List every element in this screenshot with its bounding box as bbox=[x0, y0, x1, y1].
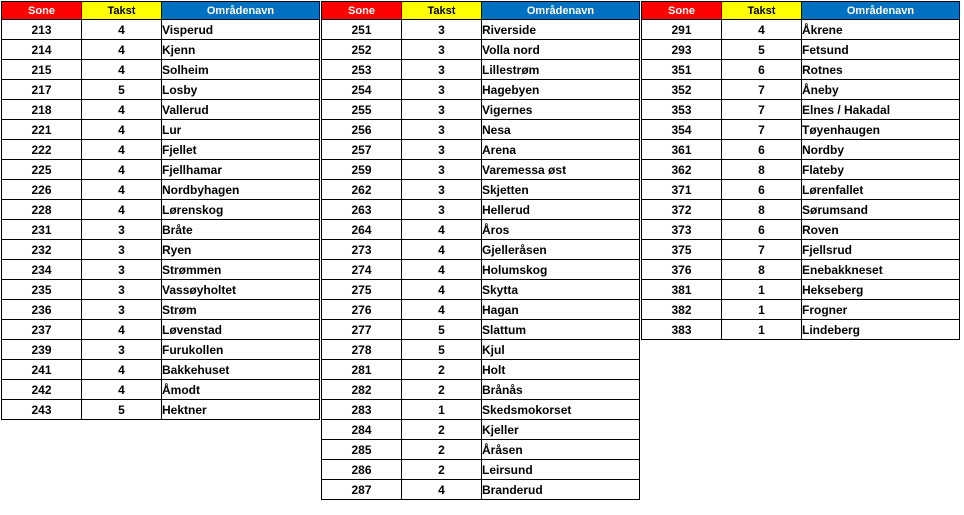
omradenavn-cell: Leirsund bbox=[482, 460, 640, 480]
table-row bbox=[322, 40, 640, 60]
table-row bbox=[2, 280, 320, 300]
sone-cell: 382 bbox=[642, 300, 722, 320]
table-row bbox=[2, 340, 320, 360]
omradenavn-cell: Losby bbox=[162, 80, 320, 100]
omradenavn-cell: Fetsund bbox=[802, 40, 960, 60]
takst-cell: 4 bbox=[402, 300, 482, 320]
omradenavn-cell: Riverside bbox=[482, 20, 640, 40]
omradenavn-cell: Rotnes bbox=[802, 60, 960, 80]
sone-cell: 259 bbox=[322, 160, 402, 180]
takst-cell: 4 bbox=[82, 40, 162, 60]
omradenavn-cell: Solheim bbox=[162, 60, 320, 80]
takst-cell: 4 bbox=[82, 180, 162, 200]
table-row bbox=[322, 300, 640, 320]
table-row bbox=[2, 380, 320, 400]
header-row bbox=[2, 2, 320, 20]
table-row bbox=[322, 340, 640, 360]
sone-cell: 353 bbox=[642, 100, 722, 120]
omradenavn-cell: Flateby bbox=[802, 160, 960, 180]
omradenavn-cell: Holumskog bbox=[482, 260, 640, 280]
takst-cell: 4 bbox=[82, 200, 162, 220]
table-row bbox=[322, 80, 640, 100]
omradenavn-cell: Lørenfallet bbox=[802, 180, 960, 200]
omradenavn-cell: Lur bbox=[162, 120, 320, 140]
sone-cell: 235 bbox=[2, 280, 82, 300]
zone-table-3 bbox=[641, 1, 960, 340]
omradenavn-cell: Strøm bbox=[162, 300, 320, 320]
takst-cell: 4 bbox=[82, 380, 162, 400]
sone-cell: 263 bbox=[322, 200, 402, 220]
omradenavn-cell: Bråte bbox=[162, 220, 320, 240]
takst-cell: 3 bbox=[82, 240, 162, 260]
sone-cell: 256 bbox=[322, 120, 402, 140]
sone-cell: 354 bbox=[642, 120, 722, 140]
header-row bbox=[642, 2, 960, 20]
omradenavn-cell: Slattum bbox=[482, 320, 640, 340]
table-row bbox=[642, 60, 960, 80]
omradenavn-cell: Nordbyhagen bbox=[162, 180, 320, 200]
table-row bbox=[2, 140, 320, 160]
omradenavn-cell: Nesa bbox=[482, 120, 640, 140]
takst-cell: 1 bbox=[402, 400, 482, 420]
table-row bbox=[322, 200, 640, 220]
header-takst: Takst bbox=[722, 2, 802, 20]
table-row bbox=[642, 40, 960, 60]
omradenavn-cell: Åros bbox=[482, 220, 640, 240]
table-row bbox=[322, 220, 640, 240]
takst-cell: 3 bbox=[82, 340, 162, 360]
table-row bbox=[2, 120, 320, 140]
sone-cell: 239 bbox=[2, 340, 82, 360]
sone-cell: 257 bbox=[322, 140, 402, 160]
sone-cell: 221 bbox=[2, 120, 82, 140]
takst-cell: 6 bbox=[722, 60, 802, 80]
takst-cell: 4 bbox=[402, 480, 482, 500]
takst-cell: 4 bbox=[82, 160, 162, 180]
omradenavn-cell: Volla nord bbox=[482, 40, 640, 60]
takst-cell: 4 bbox=[82, 140, 162, 160]
sone-cell: 218 bbox=[2, 100, 82, 120]
takst-cell: 7 bbox=[722, 100, 802, 120]
takst-cell: 4 bbox=[82, 320, 162, 340]
omradenavn-cell: Tøyenhaugen bbox=[802, 120, 960, 140]
table-row bbox=[322, 140, 640, 160]
sone-cell: 255 bbox=[322, 100, 402, 120]
zone-table-2 bbox=[321, 1, 640, 500]
takst-cell: 3 bbox=[82, 300, 162, 320]
sone-cell: 274 bbox=[322, 260, 402, 280]
sone-cell: 291 bbox=[642, 20, 722, 40]
sone-cell: 226 bbox=[2, 180, 82, 200]
omradenavn-cell: Furukollen bbox=[162, 340, 320, 360]
takst-cell: 3 bbox=[402, 160, 482, 180]
takst-cell: 4 bbox=[402, 220, 482, 240]
omradenavn-cell: Hellerud bbox=[482, 200, 640, 220]
takst-cell: 3 bbox=[402, 60, 482, 80]
header-sone: Sone bbox=[322, 2, 402, 20]
table-row bbox=[322, 60, 640, 80]
takst-cell: 4 bbox=[82, 100, 162, 120]
table-row bbox=[642, 140, 960, 160]
table-row bbox=[322, 240, 640, 260]
table-row bbox=[322, 380, 640, 400]
sone-cell: 243 bbox=[2, 400, 82, 420]
table-row bbox=[2, 60, 320, 80]
omradenavn-cell: Hektner bbox=[162, 400, 320, 420]
sone-cell: 262 bbox=[322, 180, 402, 200]
takst-cell: 2 bbox=[402, 420, 482, 440]
omradenavn-cell: Vigernes bbox=[482, 100, 640, 120]
takst-cell: 2 bbox=[402, 460, 482, 480]
takst-cell: 5 bbox=[402, 340, 482, 360]
omradenavn-cell: Skytta bbox=[482, 280, 640, 300]
takst-cell: 7 bbox=[722, 120, 802, 140]
sone-cell: 222 bbox=[2, 140, 82, 160]
table-row bbox=[2, 220, 320, 240]
takst-cell: 3 bbox=[402, 40, 482, 60]
omradenavn-cell: Skedsmokorset bbox=[482, 400, 640, 420]
takst-cell: 4 bbox=[402, 260, 482, 280]
sone-cell: 252 bbox=[322, 40, 402, 60]
table-row bbox=[322, 280, 640, 300]
omradenavn-cell: Løvenstad bbox=[162, 320, 320, 340]
omradenavn-cell: Lillestrøm bbox=[482, 60, 640, 80]
omradenavn-cell: Åneby bbox=[802, 80, 960, 100]
omradenavn-cell: Holt bbox=[482, 360, 640, 380]
sone-cell: 231 bbox=[2, 220, 82, 240]
sone-cell: 283 bbox=[322, 400, 402, 420]
header-omradenavn: Områdenavn bbox=[802, 2, 960, 20]
sone-cell: 253 bbox=[322, 60, 402, 80]
table-row bbox=[642, 80, 960, 100]
table-row bbox=[2, 180, 320, 200]
takst-cell: 3 bbox=[402, 80, 482, 100]
sone-cell: 234 bbox=[2, 260, 82, 280]
sone-cell: 351 bbox=[642, 60, 722, 80]
sone-cell: 215 bbox=[2, 60, 82, 80]
sone-cell: 285 bbox=[322, 440, 402, 460]
table-row bbox=[2, 40, 320, 60]
table-row bbox=[642, 280, 960, 300]
takst-cell: 4 bbox=[82, 60, 162, 80]
header-omradenavn: Områdenavn bbox=[482, 2, 640, 20]
table-row bbox=[2, 100, 320, 120]
omradenavn-cell: Lindeberg bbox=[802, 320, 960, 340]
table-row bbox=[322, 260, 640, 280]
takst-cell: 3 bbox=[402, 140, 482, 160]
omradenavn-cell: Kjenn bbox=[162, 40, 320, 60]
sone-cell: 372 bbox=[642, 200, 722, 220]
omradenavn-cell: Åkrene bbox=[802, 20, 960, 40]
header-takst: Takst bbox=[402, 2, 482, 20]
table-row bbox=[322, 180, 640, 200]
omradenavn-cell: Varemessa øst bbox=[482, 160, 640, 180]
takst-cell: 5 bbox=[82, 80, 162, 100]
table-row bbox=[2, 320, 320, 340]
table-row bbox=[322, 480, 640, 500]
takst-cell: 4 bbox=[82, 20, 162, 40]
sone-cell: 213 bbox=[2, 20, 82, 40]
sone-cell: 281 bbox=[322, 360, 402, 380]
table-row bbox=[322, 20, 640, 40]
omradenavn-cell: Kjeller bbox=[482, 420, 640, 440]
omradenavn-cell: Fjellet bbox=[162, 140, 320, 160]
sone-cell: 214 bbox=[2, 40, 82, 60]
sone-cell: 236 bbox=[2, 300, 82, 320]
header-omradenavn: Områdenavn bbox=[162, 2, 320, 20]
takst-cell: 3 bbox=[82, 260, 162, 280]
omradenavn-cell: Fjellhamar bbox=[162, 160, 320, 180]
omradenavn-cell: Kjul bbox=[482, 340, 640, 360]
sone-cell: 373 bbox=[642, 220, 722, 240]
table-row bbox=[322, 160, 640, 180]
takst-cell: 8 bbox=[722, 260, 802, 280]
takst-cell: 3 bbox=[402, 20, 482, 40]
table-row bbox=[2, 300, 320, 320]
table-row bbox=[2, 20, 320, 40]
sone-cell: 228 bbox=[2, 200, 82, 220]
omradenavn-cell: Skjetten bbox=[482, 180, 640, 200]
omradenavn-cell: Frogner bbox=[802, 300, 960, 320]
sone-cell: 254 bbox=[322, 80, 402, 100]
sone-cell: 217 bbox=[2, 80, 82, 100]
sone-cell: 286 bbox=[322, 460, 402, 480]
takst-cell: 5 bbox=[402, 320, 482, 340]
omradenavn-cell: Sørumsand bbox=[802, 200, 960, 220]
table-row bbox=[2, 200, 320, 220]
takst-cell: 4 bbox=[82, 120, 162, 140]
sone-cell: 273 bbox=[322, 240, 402, 260]
takst-cell: 1 bbox=[722, 300, 802, 320]
table-row bbox=[642, 220, 960, 240]
sone-cell: 362 bbox=[642, 160, 722, 180]
table-row bbox=[322, 120, 640, 140]
omradenavn-cell: Enebakkneset bbox=[802, 260, 960, 280]
takst-cell: 4 bbox=[402, 240, 482, 260]
omradenavn-cell: Gjelleråsen bbox=[482, 240, 640, 260]
takst-cell: 8 bbox=[722, 200, 802, 220]
sone-cell: 293 bbox=[642, 40, 722, 60]
takst-cell: 5 bbox=[82, 400, 162, 420]
omradenavn-cell: Ryen bbox=[162, 240, 320, 260]
takst-cell: 6 bbox=[722, 140, 802, 160]
takst-cell: 7 bbox=[722, 80, 802, 100]
sone-cell: 376 bbox=[642, 260, 722, 280]
table-row bbox=[2, 160, 320, 180]
sone-cell: 383 bbox=[642, 320, 722, 340]
takst-cell: 3 bbox=[402, 200, 482, 220]
omradenavn-cell: Åmodt bbox=[162, 380, 320, 400]
sone-cell: 277 bbox=[322, 320, 402, 340]
table-row bbox=[2, 260, 320, 280]
table-row bbox=[642, 20, 960, 40]
sone-cell: 275 bbox=[322, 280, 402, 300]
omradenavn-cell: Åråsen bbox=[482, 440, 640, 460]
sone-cell: 232 bbox=[2, 240, 82, 260]
omradenavn-cell: Vallerud bbox=[162, 100, 320, 120]
table-row bbox=[2, 80, 320, 100]
sone-cell: 375 bbox=[642, 240, 722, 260]
sone-cell: 352 bbox=[642, 80, 722, 100]
takst-cell: 6 bbox=[722, 180, 802, 200]
takst-cell: 2 bbox=[402, 440, 482, 460]
omradenavn-cell: Hekseberg bbox=[802, 280, 960, 300]
table-row bbox=[642, 200, 960, 220]
zone-table-1 bbox=[1, 1, 320, 420]
sone-cell: 251 bbox=[322, 20, 402, 40]
takst-cell: 4 bbox=[82, 360, 162, 380]
sone-cell: 242 bbox=[2, 380, 82, 400]
omradenavn-cell: Branderud bbox=[482, 480, 640, 500]
sone-cell: 361 bbox=[642, 140, 722, 160]
table-row bbox=[322, 420, 640, 440]
table-row bbox=[642, 300, 960, 320]
sone-cell: 237 bbox=[2, 320, 82, 340]
sone-cell: 282 bbox=[322, 380, 402, 400]
table-row bbox=[642, 320, 960, 340]
sone-cell: 284 bbox=[322, 420, 402, 440]
omradenavn-cell: Nordby bbox=[802, 140, 960, 160]
header-sone: Sone bbox=[2, 2, 82, 20]
omradenavn-cell: Strømmen bbox=[162, 260, 320, 280]
takst-cell: 3 bbox=[82, 220, 162, 240]
omradenavn-cell: Arena bbox=[482, 140, 640, 160]
header-takst: Takst bbox=[82, 2, 162, 20]
header-sone: Sone bbox=[642, 2, 722, 20]
table-row bbox=[642, 120, 960, 140]
omradenavn-cell: Hagebyen bbox=[482, 80, 640, 100]
header-row bbox=[322, 2, 640, 20]
takst-cell: 2 bbox=[402, 380, 482, 400]
sone-cell: 276 bbox=[322, 300, 402, 320]
sone-cell: 371 bbox=[642, 180, 722, 200]
takst-cell: 1 bbox=[722, 280, 802, 300]
takst-cell: 8 bbox=[722, 160, 802, 180]
table-row bbox=[322, 100, 640, 120]
omradenavn-cell: Hagan bbox=[482, 300, 640, 320]
table-row bbox=[322, 320, 640, 340]
takst-cell: 1 bbox=[722, 320, 802, 340]
omradenavn-cell: Elnes / Hakadal bbox=[802, 100, 960, 120]
omradenavn-cell: Lørenskog bbox=[162, 200, 320, 220]
table-row bbox=[642, 240, 960, 260]
table-row bbox=[642, 180, 960, 200]
sone-cell: 381 bbox=[642, 280, 722, 300]
takst-cell: 5 bbox=[722, 40, 802, 60]
sone-cell: 287 bbox=[322, 480, 402, 500]
table-row bbox=[642, 160, 960, 180]
omradenavn-cell: Bakkehuset bbox=[162, 360, 320, 380]
omradenavn-cell: Roven bbox=[802, 220, 960, 240]
sone-cell: 225 bbox=[2, 160, 82, 180]
takst-cell: 4 bbox=[402, 280, 482, 300]
table-row bbox=[322, 440, 640, 460]
omradenavn-cell: Fjellsrud bbox=[802, 240, 960, 260]
table-row bbox=[322, 360, 640, 380]
takst-cell: 3 bbox=[402, 100, 482, 120]
sone-cell: 264 bbox=[322, 220, 402, 240]
table-row bbox=[322, 460, 640, 480]
sone-cell: 278 bbox=[322, 340, 402, 360]
sone-cell: 241 bbox=[2, 360, 82, 380]
table-row bbox=[322, 400, 640, 420]
takst-cell: 7 bbox=[722, 240, 802, 260]
table-row bbox=[2, 400, 320, 420]
omradenavn-cell: Visperud bbox=[162, 20, 320, 40]
takst-cell: 3 bbox=[402, 180, 482, 200]
takst-cell: 3 bbox=[402, 120, 482, 140]
takst-cell: 6 bbox=[722, 220, 802, 240]
takst-cell: 3 bbox=[82, 280, 162, 300]
omradenavn-cell: Brånås bbox=[482, 380, 640, 400]
table-row bbox=[642, 100, 960, 120]
table-row bbox=[642, 260, 960, 280]
takst-cell: 4 bbox=[722, 20, 802, 40]
omradenavn-cell: Vassøyholtet bbox=[162, 280, 320, 300]
table-row bbox=[2, 240, 320, 260]
takst-cell: 2 bbox=[402, 360, 482, 380]
table-row bbox=[2, 360, 320, 380]
